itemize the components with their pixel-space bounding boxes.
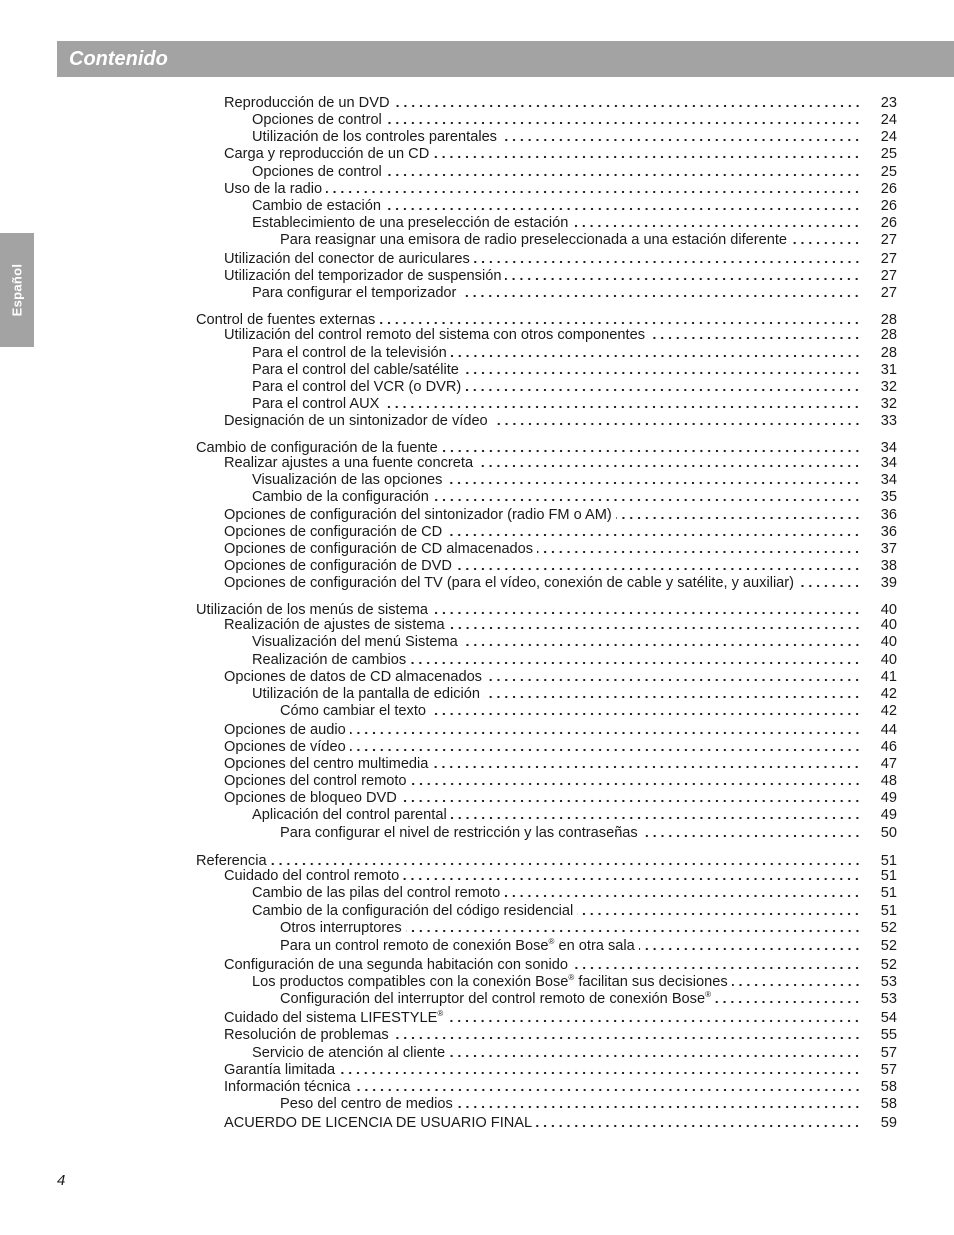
toc-entry [252,807,897,823]
toc-entry [196,440,897,456]
dot-leader [393,1027,861,1039]
toc-entry-title: Otros interruptores [280,920,402,936]
dot-leader [463,362,861,374]
toc-entry [224,617,897,633]
dot-leader [403,868,861,880]
dot-leader [447,1010,861,1022]
toc-entry-page: 51 [880,903,897,919]
toc-entry [280,938,897,954]
toc-entry-title: Opciones de configuración de DVD [224,558,452,574]
toc-entry-title: Opciones de configuración de CD almacenados [224,541,534,557]
dot-leader [339,1062,861,1074]
toc-entry-title: Cómo cambiar el texto [280,703,426,719]
dot-leader [386,112,861,124]
toc-entry-page: 24 [880,129,897,145]
toc-entry-page: 48 [880,773,897,789]
dot-leader [457,1096,861,1108]
toc-entry-title: Los productos compatibles con la conexión Bose® facilitan sus decisiones [252,973,728,990]
toc-entry-page: 36 [880,524,897,540]
toc-entry-title: Utilización de los controles parentales [252,129,497,145]
toc-entry-title: Designación de un sintonizador de vídeo [224,413,488,429]
toc-entry [224,1027,897,1043]
toc-entry [224,524,897,540]
dot-leader [433,146,861,158]
toc-entry-title: Visualización del menú Sistema [252,634,458,650]
toc-entry-page: 51 [880,853,897,869]
toc-entry [252,1045,897,1061]
page-number: 4 [57,1172,66,1189]
dot-leader [492,413,861,425]
toc-entry-page: 35 [880,489,897,505]
dot-leader [465,379,861,391]
page-title: Contenido [69,48,168,70]
dot-leader [505,268,861,280]
dot-leader [477,455,861,467]
toc-entry-page: 36 [880,507,897,523]
dot-leader [433,489,861,501]
toc-entry [224,1010,897,1026]
toc-entry-title: Para el control AUX [252,396,380,412]
dot-leader [451,345,861,357]
toc-entry-title: Opciones de configuración del TV (para el vídeo, conexión de cable y satélite, y auxiliar) [224,575,795,591]
toc-entry-title: Configuración del interruptor del control remoto de conexión Bose® [280,990,711,1007]
dot-leader [577,903,861,915]
toc-entry [224,268,897,284]
toc-entry-page: 25 [880,164,897,180]
dot-leader [326,181,861,193]
toc-entry [252,652,897,668]
toc-entry-title: Utilización del conector de auriculares [224,251,470,267]
toc-entry-title: Opciones de bloqueo DVD [224,790,397,806]
dot-leader [379,312,861,324]
toc-entry-page: 49 [880,790,897,806]
toc-entry-page: 41 [880,669,897,685]
dot-leader [460,285,861,297]
dot-leader [383,396,861,408]
toc-entry-title: Servicio de atención al cliente [252,1045,446,1061]
toc-entry [224,146,897,162]
toc-entry [252,345,897,361]
toc-entry [196,602,897,618]
dot-leader [572,215,861,227]
dot-leader [446,472,861,484]
toc-entry-title: Utilización de los menús de sistema [196,602,428,618]
toc-entry-page: 23 [880,95,897,111]
toc-entry [252,903,897,919]
toc-entry-page: 28 [880,327,897,343]
dot-leader [639,938,861,950]
dot-leader [432,602,861,614]
toc-entry-page: 27 [880,251,897,267]
toc-entry [224,575,897,591]
dot-leader [715,991,861,1003]
toc-entry [224,541,897,557]
toc-entry [252,885,897,901]
toc-entry [196,312,897,328]
dot-leader [271,853,861,865]
toc-entry-page: 38 [880,558,897,574]
dot-leader [411,773,861,785]
toc-entry-title: Aplicación del control parental [252,807,447,823]
dot-leader [572,957,861,969]
dot-leader [501,129,861,141]
toc-entry [224,868,897,884]
dot-leader [394,95,862,107]
toc-entry-page: 55 [880,1027,897,1043]
dot-leader [430,703,861,715]
toc-entry-title: Opciones de vídeo [224,739,346,755]
toc-entry [280,920,897,936]
language-tab-label: Español [9,263,25,317]
dot-leader [386,164,861,176]
dot-leader [410,652,861,664]
toc-entry-page: 54 [880,1010,897,1026]
dot-leader [350,739,861,751]
dot-leader [401,790,861,802]
toc-entry-page: 58 [880,1079,897,1095]
toc-entry-page: 27 [880,232,897,248]
toc-entry [252,974,897,990]
toc-entry-title: Opciones de configuración del sintonizador (radio FM o AM) [224,507,612,523]
toc-entry-page: 34 [880,440,897,456]
dot-leader [406,920,861,932]
toc-entry-page: 42 [880,686,897,702]
toc-entry [224,327,897,343]
dot-leader [791,232,861,244]
toc-entry [224,251,897,267]
dot-leader [732,974,861,986]
toc-entry [280,825,897,841]
toc-entry-page: 44 [880,722,897,738]
toc-entry-title: Opciones de configuración de CD [224,524,443,540]
toc-entry-page: 26 [880,181,897,197]
toc-entry-title: Cambio de estación [252,198,381,214]
toc-entry-title: Visualización de las opciones [252,472,443,488]
toc-entry-page: 24 [880,112,897,128]
toc-entry-title: Realización de cambios [252,652,407,668]
toc-entry-page: 39 [880,575,897,591]
toc-entry [280,703,897,719]
toc-entry-page: 26 [880,198,897,214]
toc-entry-title: Reproducción de un DVD [224,95,390,111]
toc-entry [252,285,897,301]
toc-entry [252,215,897,231]
dot-leader [537,541,861,553]
toc-entry-title: Cambio de configuración de la fuente [196,440,438,456]
toc-entry [224,455,897,471]
dot-leader [451,807,861,819]
dot-leader [350,722,861,734]
toc-entry-page: 52 [880,938,897,954]
toc-entry-title: Referencia [196,853,267,869]
toc-entry [224,957,897,973]
dot-leader [446,524,861,536]
toc-entry-title: Cuidado del control remoto [224,868,400,884]
toc-entry-title: Para reasignar una emisora de radio preseleccionada a una estación diferente [280,232,788,248]
toc-entry-page: 40 [880,652,897,668]
dot-leader [642,825,861,837]
toc-entry-title: Cambio de la configuración del código residencial [252,903,574,919]
dot-leader [385,198,861,210]
toc-entry [252,112,897,128]
toc-entry [224,773,897,789]
toc-entry [252,686,897,702]
toc-entry-page: 40 [880,602,897,618]
toc-entry-page: 53 [880,991,897,1007]
dot-leader [449,1045,861,1057]
toc-entry-title: Para el control de la televisión [252,345,447,361]
toc-entry [252,164,897,180]
dot-leader [504,885,861,897]
toc-entry-page: 52 [880,957,897,973]
toc-entry-title: ACUERDO DE LICENCIA DE USUARIO FINAL [224,1115,533,1131]
toc-entry-title: Para configurar el temporizador [252,285,457,301]
dot-leader [484,686,861,698]
toc-entry [280,1096,897,1112]
toc-entry [280,232,897,248]
toc-entry [252,362,897,378]
toc-entry-page: 40 [880,634,897,650]
dot-leader [474,251,861,263]
toc-entry-title: Carga y reproducción de un CD [224,146,430,162]
toc-entry-page: 32 [880,396,897,412]
toc-entry-title: Control de fuentes externas [196,312,376,328]
toc-entry-page: 34 [880,472,897,488]
toc-entry [252,489,897,505]
toc-entry-page: 57 [880,1045,897,1061]
toc-entry [224,722,897,738]
toc-entry [224,558,897,574]
toc-entry-page: 40 [880,617,897,633]
toc-entry-title: Para configurar el nivel de restricción y las contraseñas [280,825,638,841]
toc-entry-title: Utilización del temporizador de suspensión [224,268,502,284]
toc-entry [224,669,897,685]
toc-entry-title: Realización de ajustes de sistema [224,617,445,633]
dot-leader [456,558,861,570]
toc-entry [252,129,897,145]
dot-leader [798,575,861,587]
dot-leader [462,634,861,646]
toc-entry [280,991,897,1007]
toc-entry [224,1062,897,1078]
toc-entry-title: Información técnica [224,1079,351,1095]
toc-entry [224,739,897,755]
toc-entry [224,790,897,806]
toc-entry-page: 32 [880,379,897,395]
toc-entry-page: 42 [880,703,897,719]
toc-entry-title: Utilización del control remoto del sistema con otros componentes [224,327,645,343]
toc-entry [224,413,897,429]
toc-entry-title: Peso del centro de medios [280,1096,453,1112]
toc-entry [224,1115,897,1131]
toc-entry [252,472,897,488]
toc-entry-page: 26 [880,215,897,231]
toc-entry-title: Configuración de una segunda habitación con sonido [224,957,569,973]
toc-entry-page: 59 [880,1115,897,1131]
toc-entry [252,634,897,650]
toc-entry-title: Opciones del control remoto [224,773,407,789]
toc-entry-title: Opciones de control [252,112,382,128]
dot-leader [432,756,861,768]
toc-entry-title: Establecimiento de una preselección de estación [252,215,569,231]
dot-leader [649,327,861,339]
dot-leader [449,617,861,629]
toc-entry-title: Cambio de la configuración [252,489,429,505]
toc-entry-page: 27 [880,285,897,301]
toc-entry-title: Para un control remoto de conexión Bose® en otra sala [280,937,635,954]
toc-entry-page: 47 [880,756,897,772]
toc-entry-title: Opciones de datos de CD almacenados [224,669,482,685]
toc-entry-page: 58 [880,1096,897,1112]
dot-leader [486,669,861,681]
toc-entry [224,756,897,772]
toc-entry-title: Utilización de la pantalla de edición [252,686,480,702]
toc-entry-page: 46 [880,739,897,755]
toc-entry-title: Opciones de audio [224,722,346,738]
toc-entry-title: Garantía limitada [224,1062,336,1078]
toc-entry-page: 33 [880,413,897,429]
toc-entry-page: 51 [880,885,897,901]
toc-entry-page: 37 [880,541,897,557]
toc-entry-page: 50 [880,825,897,841]
toc-entry [252,379,897,395]
toc-entry-title: Realizar ajustes a una fuente concreta [224,455,474,471]
toc-entry [224,507,897,523]
toc-entry-page: 34 [880,455,897,471]
toc-entry [196,853,897,869]
toc-entry [224,1079,897,1095]
toc-entry-title: Opciones de control [252,164,382,180]
toc-entry-page: 28 [880,345,897,361]
toc-entry [252,198,897,214]
toc-entry-title: Cuidado del sistema LIFESTYLE® [224,1009,444,1026]
toc-entry [252,396,897,412]
toc-entry-page: 57 [880,1062,897,1078]
toc-entry-page: 53 [880,974,897,990]
toc-entry-page: 27 [880,268,897,284]
toc-entry-page: 25 [880,146,897,162]
dot-leader [355,1079,861,1091]
toc-entry [224,95,897,111]
toc-entry-title: Opciones del centro multimedia [224,756,429,772]
toc-entry-page: 52 [880,920,897,936]
toc-entry-page: 31 [880,362,897,378]
toc-entry-title: Para el control del cable/satélite [252,362,459,378]
toc-entry-page: 28 [880,312,897,328]
toc-entry-page: 51 [880,868,897,884]
dot-leader [536,1115,861,1127]
toc-entry-title: Para el control del VCR (o DVR) [252,379,462,395]
toc-entry-title: Uso de la radio [224,181,323,197]
toc-entry-page: 49 [880,807,897,823]
dot-leader [442,440,861,452]
dot-leader [616,507,861,519]
toc-entry [224,181,897,197]
toc-entry-title: Resolución de problemas [224,1027,389,1043]
toc-entry-title: Cambio de las pilas del control remoto [252,885,501,901]
